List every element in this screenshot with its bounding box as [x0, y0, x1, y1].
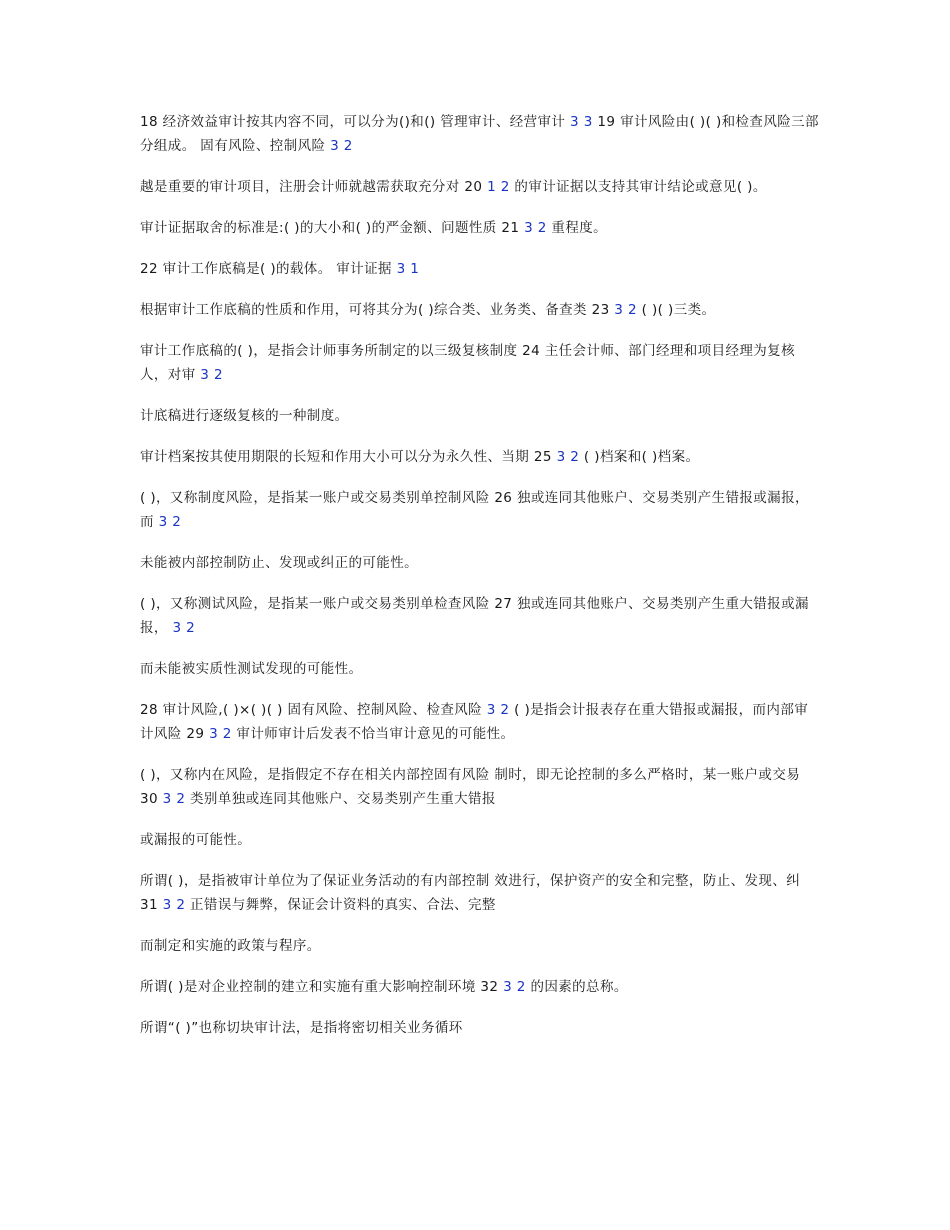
paragraph [140, 257, 820, 281]
paragraph [140, 110, 820, 158]
paragraph-text: ( )，又称内在风险，是指假定不存在相关内部控固有风险 制时，即无论控制的多么严格时，某一账户或交易 30 [140, 767, 801, 807]
paragraph-text: 19 审计风险由( )( )和检查风险三部分组成。 固有风险、控制风险 [140, 114, 819, 154]
paragraph [140, 445, 820, 469]
paragraph [140, 763, 820, 811]
score-marker: 3 2 [486, 702, 510, 718]
score-marker: 3 2 [330, 138, 353, 154]
paragraph-text: 18 经济效益审计按其内容不同，可以分为()和() 管理审计、经营审计 [140, 114, 571, 130]
paragraph-text: 根据审计工作底稿的性质和作用，可将其分为( )综合类、业务类、备查类 23 [140, 302, 615, 318]
score-marker: 3 3 [570, 114, 593, 130]
paragraph [140, 298, 820, 322]
paragraph-text: 而制定和实施的政策与程序。 [140, 938, 321, 954]
paragraph-text: 22 审计工作底稿是( )的载体。 审计证据 [140, 261, 397, 277]
paragraph [140, 216, 820, 240]
paragraph [140, 339, 820, 387]
score-marker: 3 1 [396, 261, 420, 277]
paragraph [140, 934, 820, 958]
score-marker: 3 2 [209, 726, 232, 742]
paragraph-text: 审计证据取舍的标准是:( )的大小和( )的严金额、问题性质 21 [140, 220, 525, 236]
score-marker: 3 2 [162, 897, 186, 913]
paragraph-text: 而未能被实质性测试发现的可能性。 [140, 661, 363, 677]
paragraph-text: 或漏报的可能性。 [140, 832, 252, 848]
score-marker: 1 2 [487, 179, 510, 195]
paragraph-text: 重程度。 [546, 220, 608, 236]
paragraph-text: 正错误与舞弊，保证会计资料的真实、合法、完整 [185, 897, 496, 913]
paragraph-text: 所谓( )是对企业控制的建立和实施有重大影响控制环境 32 [140, 979, 504, 995]
paragraph [140, 869, 820, 917]
paragraph-text: 审计师审计后发表不恰当审计意见的可能性。 [231, 726, 515, 742]
paragraph [140, 404, 820, 428]
paragraph [140, 975, 820, 999]
paragraph [140, 592, 820, 640]
paragraph-text: 28 审计风险,( )×( )( ) 固有风险、控制风险、检查风险 [140, 702, 487, 718]
paragraph [140, 1016, 820, 1040]
paragraph-text: 的因素的总称。 [525, 979, 628, 995]
paragraph-text: ( )，又称测试风险，是指某一账户或交易类别单检查风险 27 独或连同其他账户、交易类别产生重大错报或漏报， [140, 596, 809, 636]
paragraph [140, 657, 820, 681]
paragraph [140, 698, 820, 746]
paragraph-text: 类别单独或连同其他账户、交易类别产生重大错报 [185, 791, 496, 807]
paragraph-text: 未能被内部控制防止、发现或纠正的可能性。 [140, 555, 418, 571]
paragraph-text: ( )是指会计报表存在重大错报或漏报，而内部审计风险 29 [140, 702, 809, 742]
paragraph-text: 越是重要的审计项目，注册会计师就越需获取充分对 20 [140, 179, 488, 195]
score-marker: 3 2 [158, 514, 182, 530]
paragraph-text: 所谓( )，是指被审计单位为了保证业务活动的有内部控制 效进行，保护资产的安全和完整，防止、发现、纠 31 [140, 873, 801, 913]
paragraph-text: 审计档案按其使用期限的长短和作用大小可以分为永久性、当期 25 [140, 449, 557, 465]
score-marker: 3 2 [162, 791, 186, 807]
paragraph-text: 计底稿进行逐级复核的一种制度。 [140, 408, 349, 424]
paragraph-text: ( )，又称制度风险，是指某一账户或交易类别单控制风险 26 独或连同其他账户、交易类别产生错报或漏报，而 [140, 490, 809, 530]
paragraph-text: ( )( )三类。 [636, 302, 716, 318]
paragraph [140, 551, 820, 575]
paragraph-text: 的审计证据以支持其审计结论或意见( )。 [509, 179, 767, 195]
score-marker: 3 2 [172, 620, 196, 636]
paragraph-text: 审计工作底稿的( )，是指会计师事务所制定的以三级复核制度 24 主任会计师、部门经理和项目经理为复核人，对审 [140, 343, 795, 383]
score-marker: 3 2 [200, 367, 223, 383]
paragraph-text: 所谓“( )”也称切块审计法，是指将密切相关业务循环 [140, 1020, 463, 1036]
score-marker: 3 2 [524, 220, 547, 236]
paragraph-text: ( )档案和( )档案。 [579, 449, 700, 465]
paragraph [140, 828, 820, 852]
score-marker: 3 2 [556, 449, 580, 465]
score-marker: 3 2 [614, 302, 637, 318]
paragraph [140, 175, 820, 199]
document-page [140, 110, 820, 1057]
score-marker: 3 2 [503, 979, 526, 995]
paragraph [140, 486, 820, 534]
